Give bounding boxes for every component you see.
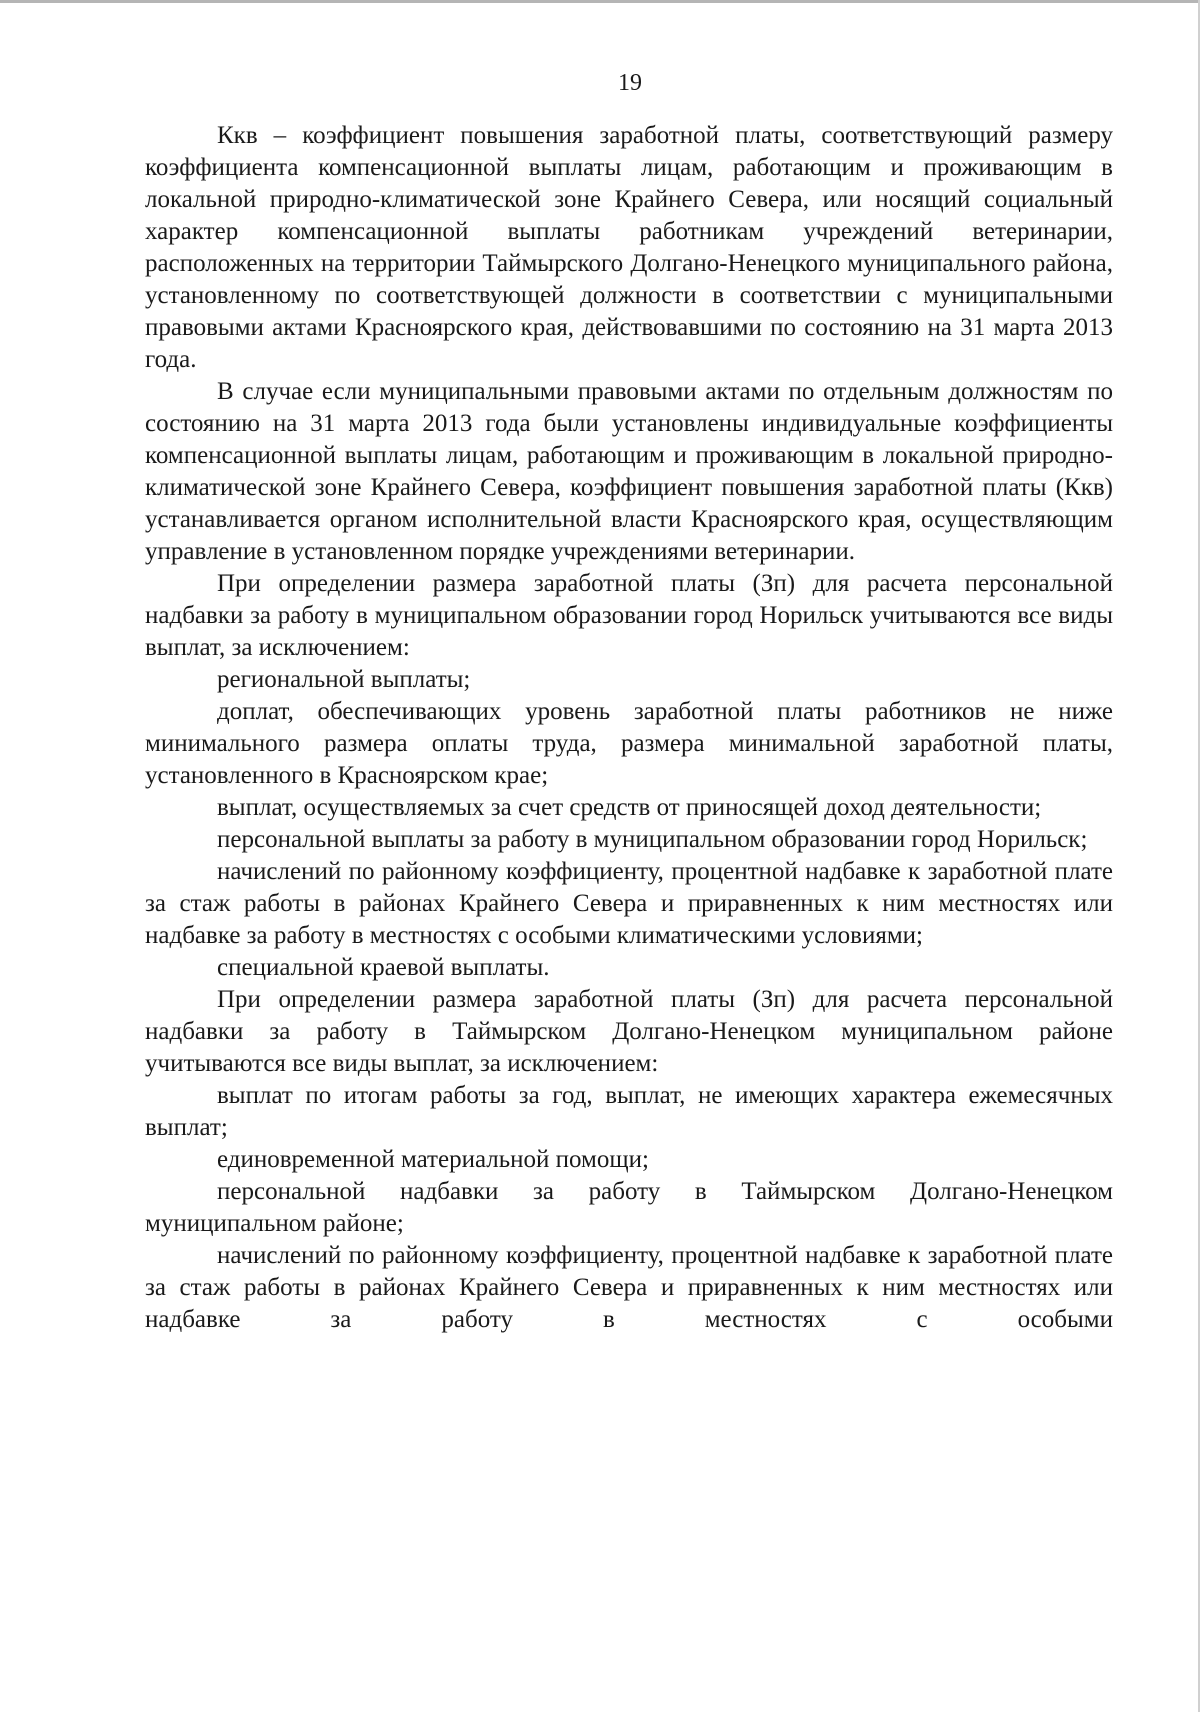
list-item: персональной надбавки за работу в Таймырском Долгано-Ненецком муниципальном районе; [145,1178,1113,1237]
page-number: 19 [618,70,642,96]
list-item: специальной краевой выплаты. [217,954,550,981]
paragraph-taimyr-intro: При определении размера заработной платы (Зп) для расчета персональной надбавки за работу в Таймырском Долгано-Ненецком муниципальном районе учитываются все виды выплат, за исключением: [145,986,1113,1077]
list-item: выплат, осуществляемых за счет средств от приносящей доход деятельности; [217,794,1042,821]
list-item: выплат по итогам работы за год, выплат, не имеющих характера ежемесячных выплат; [145,1082,1113,1141]
list-item: персональной выплаты за работу в муниципальном образовании город Норильск; [217,826,1088,853]
paragraph-kkv-definition: Ккв – коэффициент повышения заработной платы, соответствующий размеру коэффициента компенсационной выплаты лицам, работающим и проживающим в локальной природно-климатической зоне Крайнего Севера, или носящий социальный характер компенсационной выплаты работникам учреждений ветеринарии, расположенных на территории Таймырского Долгано-Ненецкого муниципального района, установленному по соответствующей должности в соответствии с муниципальными правовыми актами Красноярского края, действовавшими по состоянию на 31 марта 2013 года. [145,122,1113,373]
list-item: начислений по районному коэффициенту, процентной надбавке к заработной плате за стаж работы в районах Крайнего Севера и приравненных к ним местностях или надбавке за работу в местностях с особыми [145,1242,1113,1333]
list-item: доплат, обеспечивающих уровень заработной платы работников не ниже минимального размера оплаты труда, размера минимальной заработной платы, установленного в Красноярском крае; [145,698,1113,789]
list-item: региональной выплаты; [217,666,471,693]
scan-top-edge [0,0,1200,3]
paragraph-norilsk-intro: При определении размера заработной платы (Зп) для расчета персональной надбавки за работу в муниципальном образовании город Норильск учитываются все виды выплат, за исключением: [145,570,1113,661]
document-text [145,120,1113,1336]
list-item: единовременной материальной помощи; [217,1146,649,1173]
paragraph-individual-coefficients: В случае если муниципальными правовыми актами по отдельным должностям по состоянию на 31 марта 2013 года были установлены индивидуальные коэффициенты компенсационной выплаты лицам, работающим и проживающим в локальной природно-климатической зоне Крайнего Севера, коэффициент повышения заработной платы (Ккв) устанавливается органом исполнительной власти Красноярского края, осуществляющим управление в установленном порядке учреждениями ветеринарии. [145,378,1113,565]
list-item: начислений по районному коэффициенту, процентной надбавке к заработной плате за стаж работы в районах Крайнего Севера и приравненных к ним местностях или надбавке за работу в местностях с особыми климатическими условиями; [145,858,1113,949]
